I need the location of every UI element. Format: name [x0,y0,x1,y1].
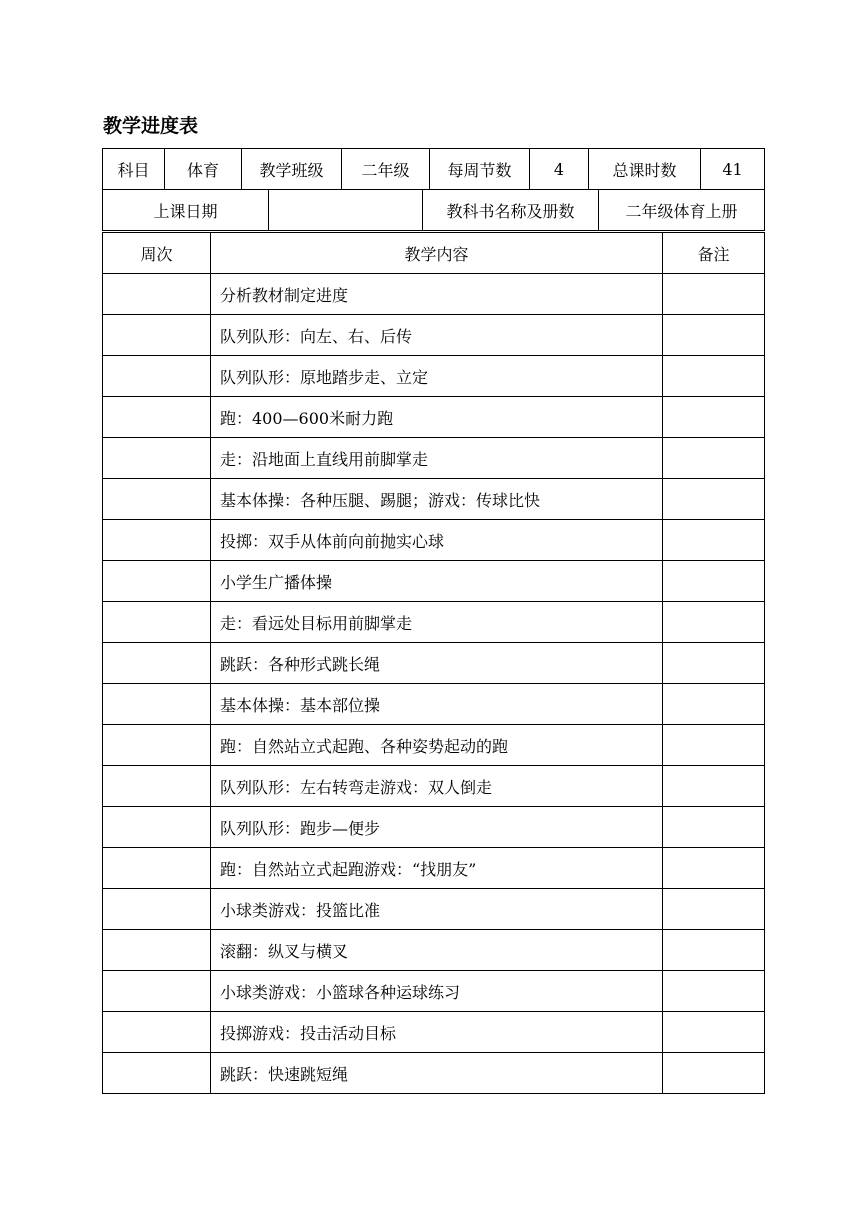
content-cell: 走：看远处目标用前脚掌走 [211,602,663,643]
week-cell [103,561,211,602]
table-row [103,643,765,684]
total-hours-label: 总课时数 [589,149,701,190]
week-cell [103,930,211,971]
notes-cell [663,356,765,397]
notes-cell [663,766,765,807]
table-row [103,356,765,397]
content-cell: 跑：自然站立式起跑、各种姿势起动的跑 [211,725,663,766]
course-info-table [102,148,765,190]
schedule-header-row [103,233,765,274]
class-date-value [269,190,423,231]
content-cell: 队列队形：向左、右、后传 [211,315,663,356]
notes-cell [663,315,765,356]
table-row [103,766,765,807]
notes-cell [663,438,765,479]
content-cell: 小球类游戏：投篮比准 [211,889,663,930]
content-cell: 跑：400—600米耐力跑 [211,397,663,438]
content-cell: 跳跃：快速跳短绳 [211,1053,663,1094]
content-cell: 队列队形：跑步—便步 [211,807,663,848]
info-row-1 [103,149,765,190]
week-cell [103,438,211,479]
notes-cell [663,643,765,684]
week-cell [103,889,211,930]
week-column-header: 周次 [103,233,211,274]
week-cell [103,356,211,397]
content-cell: 投掷：双手从体前向前抛实心球 [211,520,663,561]
total-hours-value: 41 [701,149,765,190]
weekly-lessons-label: 每周节数 [430,149,530,190]
content-cell: 跳跃：各种形式跳长绳 [211,643,663,684]
week-cell [103,725,211,766]
table-row [103,438,765,479]
week-cell [103,315,211,356]
class-value: 二年级 [342,149,430,190]
table-row [103,889,765,930]
table-row [103,1053,765,1094]
table-row [103,274,765,315]
info-row-2b [103,190,765,231]
notes-cell [663,1012,765,1053]
weekly-lessons-value: 4 [530,149,589,190]
week-cell [103,848,211,889]
week-cell [103,766,211,807]
content-cell: 投掷游戏：投击活动目标 [211,1012,663,1053]
week-cell [103,643,211,684]
notes-cell [663,602,765,643]
notes-cell [663,1053,765,1094]
table-row [103,684,765,725]
week-cell [103,684,211,725]
notes-cell [663,848,765,889]
notes-cell [663,397,765,438]
notes-cell [663,807,765,848]
content-cell: 滚翻：纵叉与横叉 [211,930,663,971]
table-row [103,602,765,643]
week-cell [103,971,211,1012]
table-row [103,807,765,848]
notes-cell [663,725,765,766]
table-row [103,479,765,520]
subject-value: 体育 [165,149,242,190]
table-row [103,561,765,602]
schedule-table [102,232,765,1094]
notes-cell [663,274,765,315]
notes-cell [663,889,765,930]
week-cell [103,274,211,315]
table-row [103,315,765,356]
table-row [103,971,765,1012]
table-row [103,1012,765,1053]
page-title: 教学进度表 [103,115,199,137]
table-row [103,848,765,889]
table-row [103,725,765,766]
textbook-value: 二年级体育上册 [599,190,765,231]
content-cell: 小学生广播体操 [211,561,663,602]
content-cell: 走：沿地面上直线用前脚掌走 [211,438,663,479]
content-cell: 基本体操：基本部位操 [211,684,663,725]
notes-cell [663,479,765,520]
content-cell: 队列队形：原地踏步走、立定 [211,356,663,397]
week-cell [103,1012,211,1053]
content-cell: 跑：自然站立式起跑游戏：“找朋友” [211,848,663,889]
content-cell: 队列队形：左右转弯走游戏：双人倒走 [211,766,663,807]
subject-label: 科目 [103,149,165,190]
class-date-label-cell: 上课日期 [103,190,269,231]
notes-cell [663,520,765,561]
week-cell [103,479,211,520]
week-cell [103,807,211,848]
table-row [103,930,765,971]
class-label: 教学班级 [242,149,342,190]
notes-cell [663,971,765,1012]
week-cell [103,520,211,561]
week-cell [103,602,211,643]
week-cell [103,397,211,438]
notes-cell [663,684,765,725]
notes-cell [663,930,765,971]
notes-cell [663,561,765,602]
week-cell [103,1053,211,1094]
table-row [103,520,765,561]
course-info-table-row2 [102,189,765,231]
content-column-header: 教学内容 [211,233,663,274]
content-cell: 分析教材制定进度 [211,274,663,315]
content-cell: 基本体操：各种压腿、踢腿；游戏：传球比快 [211,479,663,520]
table-row [103,397,765,438]
notes-column-header: 备注 [663,233,765,274]
content-cell: 小球类游戏：小篮球各种运球练习 [211,971,663,1012]
textbook-label: 教科书名称及册数 [423,190,599,231]
